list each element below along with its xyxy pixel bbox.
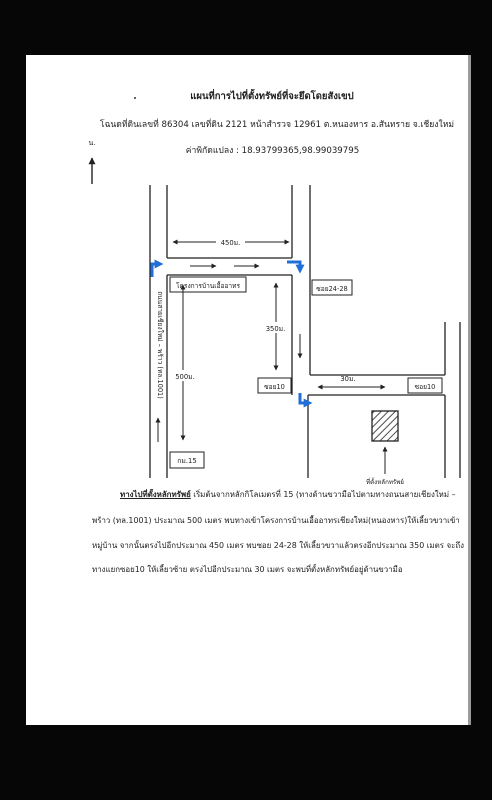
soi-24-28-label: ซอย24-28: [316, 285, 348, 293]
directions-line-3: หมู่บ้าน จากนั้นตรงไปอีกประมาณ 450 เมตร พบซอย 24-28 ให้เลี้ยวขวาแล้วตรงอีกประมาณ 350 เมตร จะถึง: [92, 541, 464, 550]
road-lines: [150, 185, 460, 478]
turn-right-down-arrow-icon: [287, 262, 300, 270]
directions-heading: ทางไปที่ตั้งหลักทรัพย์: [120, 490, 191, 499]
main-road-label: ถนนสายเชียงใหม่ – พร้าว (ทล.1001): [156, 291, 164, 399]
directions-line-2: พร้าว (ทล.1001) ประมาณ 500 เมตร พบทางเข้าโครงการบ้านเอื้ออาทรเชียงใหม่(หนองหาร)ให้เลี้ยวขวาเข้า: [92, 516, 460, 525]
distance-450-label: 450ม.: [220, 239, 241, 247]
property-label: ที่ตั้งหลักทรัพย์: [366, 479, 404, 486]
directions-line-1-text: เริ่มต้นจากหลักกิโลเมตรที่ 15 (ทางด้านขวามือไปตามทางถนนสายเชียงใหม่ –: [190, 490, 456, 499]
distance-30-label: 30ม.: [340, 375, 356, 383]
distance-350-label: 350ม.: [265, 325, 286, 333]
north-label: น.: [88, 139, 96, 147]
project-label: โครงการบ้านเอื้ออาทร: [175, 282, 241, 290]
document-title: แผนที่การไปที่ตั้งทรัพย์ที่จะยึดโดยสังเขป: [190, 91, 354, 102]
soi-10-right-label: ซอย10: [414, 383, 436, 391]
deed-info: โฉนดที่ดินเลขที่ 86304 เลขที่ดิน 2121 หน้าสำรวจ 12961 ต.หนองหาร อ.สันทราย จ.เชียงใหม่: [99, 120, 455, 130]
distance-500-label: 500ม.: [175, 373, 195, 381]
soi-10-left-label: ซอย10: [264, 383, 285, 391]
coordinates-info: ค่าพิกัดแปลง : 18.93799365,98.99039795: [185, 146, 360, 156]
km-marker-label: กม.15: [177, 457, 197, 465]
property-hatched-plot: [372, 411, 398, 441]
turn-right-arrow-icon: [152, 264, 160, 277]
directions-line-1: [120, 489, 464, 501]
directions-line-4: ทางแยกซอย10 ให้เลี้ยวซ้าย ตรงไปอีกประมาณ 30 เมตร จะพบที่ตั้งหลักทรัพย์อยู่ด้านขวามือ: [92, 565, 403, 574]
